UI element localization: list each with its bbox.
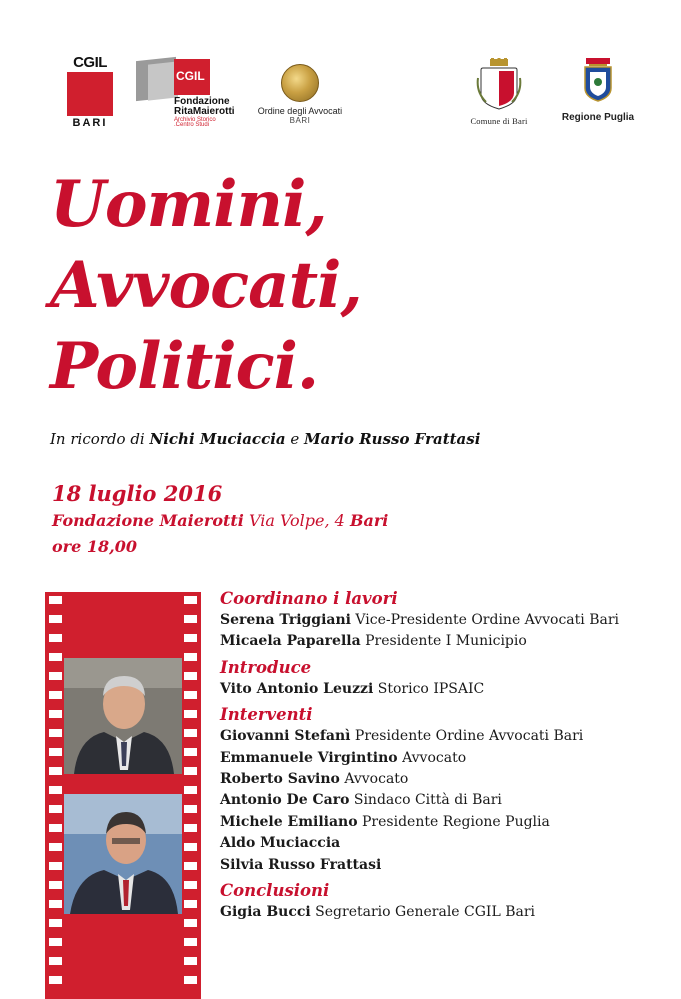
film-perforation xyxy=(49,729,62,737)
person-role: Presidente I Municipio xyxy=(360,633,527,650)
film-perforation xyxy=(184,786,197,794)
film-perforation xyxy=(49,634,62,642)
film-perforation xyxy=(184,672,197,680)
venue-name: Fondazione Maierotti xyxy=(52,511,244,530)
film-perforation xyxy=(49,672,62,680)
film-perforation xyxy=(49,976,62,984)
person-name: Antonio De Caro xyxy=(220,792,350,809)
person-role: Sindaco Città di Bari xyxy=(349,792,502,809)
venue-city: Bari xyxy=(349,511,389,530)
title-line-3: Politici. xyxy=(50,329,319,404)
film-perforation xyxy=(49,938,62,946)
portrait-photo-1 xyxy=(64,658,182,774)
person-name: Emmanuele Virgintino xyxy=(220,749,398,766)
film-perforation xyxy=(49,881,62,889)
person-name: Silvia Russo Frattasi xyxy=(220,856,382,873)
film-perforation xyxy=(184,653,197,661)
poster-subtitle xyxy=(50,430,480,448)
person-name: Serena Triggiani xyxy=(220,612,351,628)
film-perforation xyxy=(184,881,197,889)
regione-puglia-logo xyxy=(556,58,640,123)
film-perforation xyxy=(184,976,197,984)
film-perforation xyxy=(184,634,197,642)
event-time: ore 18,00 xyxy=(52,537,137,556)
avvocati-logo-line1: Ordine degli Avvocati xyxy=(257,106,343,116)
regione-coat-of-arms-icon xyxy=(582,58,614,102)
film-perforation xyxy=(184,805,197,813)
cgil-bari-logo xyxy=(66,55,114,130)
regione-logo-text: Regione Puglia xyxy=(561,112,635,123)
film-perforation xyxy=(49,596,62,604)
program-row xyxy=(220,610,670,631)
film-perforation xyxy=(49,919,62,927)
section-heading-conclusioni: Conclusioni xyxy=(220,881,330,901)
film-perforation xyxy=(49,748,62,756)
program-row xyxy=(220,631,670,652)
portrait-1-figure xyxy=(64,658,182,774)
section-heading-coordinano: Coordinano i lavori xyxy=(220,589,398,608)
portrait-photo-2 xyxy=(64,794,182,914)
person-role: Vice-Presidente Ordine Avvocati Bari xyxy=(350,612,620,628)
film-perforation xyxy=(184,900,197,908)
film-strip-decoration xyxy=(45,592,201,999)
comune-coat-of-arms-icon xyxy=(476,58,522,110)
program-row xyxy=(220,726,670,747)
avvocati-medal-icon xyxy=(281,64,319,102)
venue-address: Via Volpe, 4 xyxy=(243,511,350,530)
program-row xyxy=(220,769,670,790)
film-perforation xyxy=(49,767,62,775)
program-row xyxy=(220,679,670,700)
film-perforation xyxy=(49,710,62,718)
film-perforation xyxy=(49,824,62,832)
film-perforation xyxy=(49,786,62,794)
person-role: Avvocato xyxy=(339,771,409,788)
fondazione-logo-red-badge xyxy=(174,59,210,95)
program-list xyxy=(220,588,670,923)
film-perforation xyxy=(49,805,62,813)
person-role: Storico IPSAIC xyxy=(373,680,485,697)
film-perforation xyxy=(184,843,197,851)
program-row xyxy=(220,748,670,769)
fondazione-badge-text: CGIL xyxy=(176,69,205,83)
film-perforation xyxy=(49,615,62,623)
person-role: Segretario Generale CGIL Bari xyxy=(310,904,536,921)
poster-title xyxy=(50,164,362,407)
program-row xyxy=(220,833,670,854)
person-role: Avvocato xyxy=(397,749,467,766)
person-name: Gigia Bucci xyxy=(220,904,311,921)
film-perforation xyxy=(49,653,62,661)
person-name: Aldo Muciaccia xyxy=(220,835,341,852)
person-name: Giovanni Stefanì xyxy=(220,728,351,745)
fondazione-logo-line3: Archivio Storico xyxy=(174,117,216,123)
fondazione-maierotti-logo xyxy=(136,55,246,128)
cgil-logo-top-text: CGIL xyxy=(73,54,107,71)
fondazione-logo-line2: RitaMaierotti xyxy=(174,106,235,117)
event-venue xyxy=(52,511,388,530)
fondazione-logo-line1: Fondazione xyxy=(174,96,230,107)
comune-di-bari-logo xyxy=(462,58,536,126)
film-perforation xyxy=(49,957,62,965)
section-heading-introduce: Introduce xyxy=(220,657,312,677)
title-line-1: Uomini, xyxy=(50,167,327,242)
film-perforation xyxy=(184,710,197,718)
portrait-2-figure xyxy=(64,794,182,914)
person-name: Roberto Savino xyxy=(220,771,340,788)
film-perforation xyxy=(184,691,197,699)
subtitle-prefix: In ricordo di xyxy=(50,430,150,448)
person-role: Presidente Ordine Avvocati Bari xyxy=(350,728,584,745)
program-row xyxy=(220,790,670,811)
program-row xyxy=(220,902,670,923)
person-name: Vito Antonio Leuzzi xyxy=(220,680,374,697)
program-row xyxy=(220,855,670,876)
film-perforation xyxy=(184,596,197,604)
fondazione-logo-line4: .Centro Studi xyxy=(174,122,210,128)
film-perforation xyxy=(49,862,62,870)
subtitle-name-1: Nichi Muciaccia xyxy=(149,430,286,448)
program-row xyxy=(220,812,670,833)
title-line-2: Avvocati, xyxy=(50,248,362,323)
film-perforation xyxy=(184,938,197,946)
film-perforation xyxy=(184,767,197,775)
subtitle-name-2: Mario Russo Frattasi xyxy=(304,430,481,448)
film-perforation xyxy=(184,919,197,927)
ordine-avvocati-logo xyxy=(246,64,354,125)
film-perforation xyxy=(184,824,197,832)
comune-logo-text: Comune di Bari xyxy=(470,116,528,126)
film-perforation xyxy=(49,900,62,908)
film-perforation xyxy=(49,843,62,851)
film-perforation xyxy=(184,729,197,737)
section-heading-interventi: Interventi xyxy=(220,705,313,725)
cgil-logo-bottom-text: BARI xyxy=(72,117,108,129)
film-perforation xyxy=(184,957,197,965)
subtitle-conjunction: e xyxy=(285,430,305,448)
person-name: Micaela Paparella xyxy=(220,633,361,650)
avvocati-logo-line2: BARI xyxy=(289,116,311,125)
film-perforation xyxy=(49,691,62,699)
film-perforation xyxy=(184,748,197,756)
person-name: Michele Emiliano xyxy=(220,813,358,830)
film-perforation xyxy=(184,862,197,870)
event-date: 18 luglio 2016 xyxy=(52,481,223,506)
film-perforation xyxy=(184,615,197,623)
cgil-logo-red-square xyxy=(67,72,113,116)
person-role: Presidente Regione Puglia xyxy=(357,813,550,830)
